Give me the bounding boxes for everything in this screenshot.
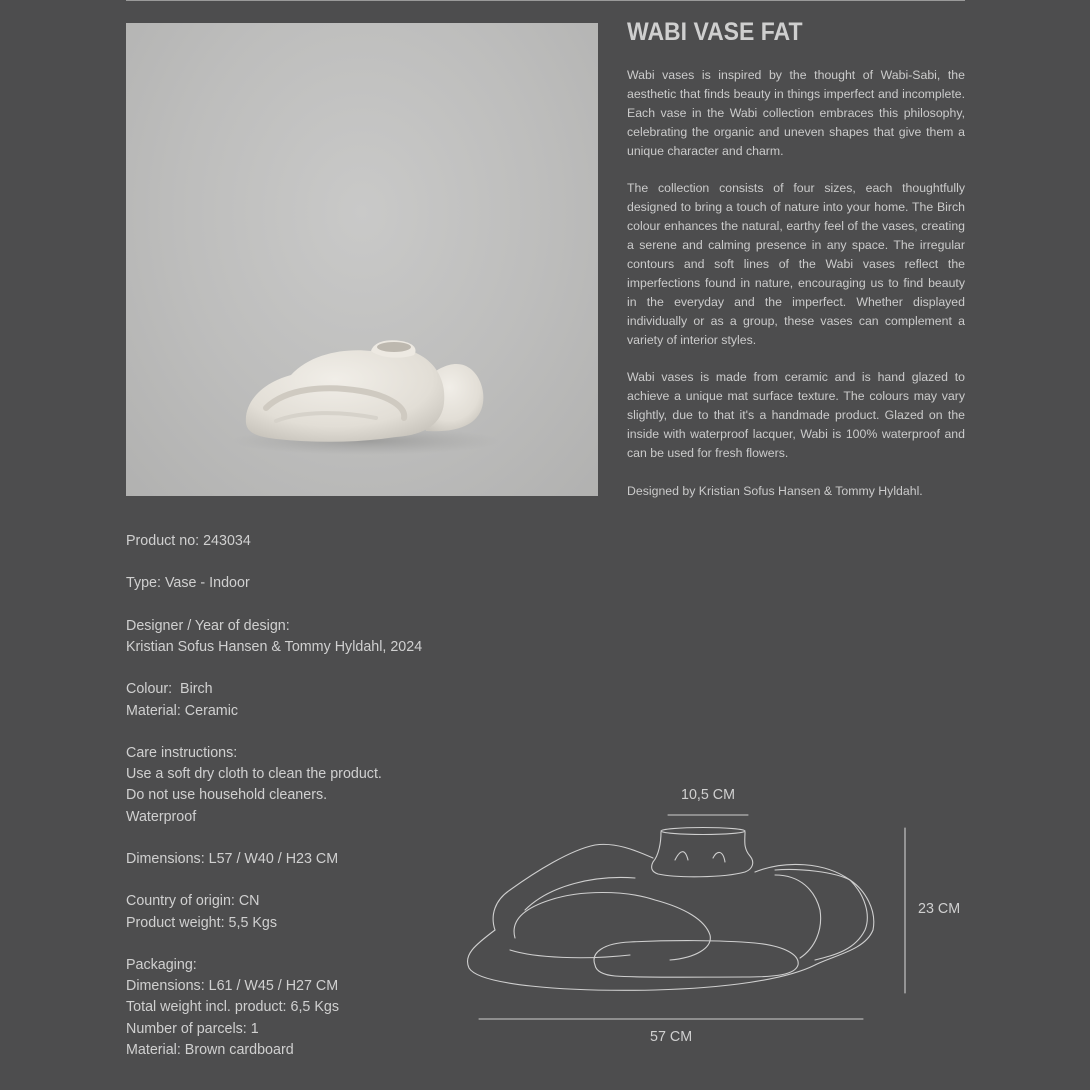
- spec-line: Total weight incl. product: 6,5 Kgs: [126, 999, 339, 1016]
- product-specs: [126, 531, 466, 1082]
- spec-line: Designer / Year of design:: [126, 617, 290, 634]
- description-designer-credit: Designed by Kristian Sofus Hansen & Tommy Hyldahl.: [627, 483, 923, 498]
- spec-product-number: [126, 531, 466, 552]
- spec-origin-weight: [126, 891, 466, 933]
- description-paragraph-1: Wabi vases is inspired by the thought of Wabi-Sabi, the aesthetic that finds beauty in things imperfect and incomplete. Each vase in the Wabi collection embraces this philosophy, celebrating the organic and uneven shapes that give them a unique character and charm.: [627, 68, 965, 158]
- spec-line: Material: Brown cardboard: [126, 1041, 294, 1058]
- dimension-drawing: [455, 780, 925, 1045]
- spec-line: Packaging:: [126, 956, 197, 973]
- product-description: [627, 66, 965, 520]
- spec-line: Number of parcels: 1: [126, 1020, 259, 1037]
- spec-line: Dimensions: L57 / W40 / H23 CM: [126, 850, 339, 867]
- spec-type: [126, 573, 466, 594]
- description-paragraph-3: Wabi vases is made from ceramic and is hand glazed to achieve a unique mat surface texture. The colours may vary slightly, due to that it's a handmade product. Glazed on the inside with waterproof lacquer, Wabi is 100% waterproof and can be used for fresh flowers.: [627, 370, 965, 461]
- spec-colour-material: [126, 679, 466, 721]
- spec-line: Type: Vase - Indoor: [126, 575, 250, 592]
- opening-dimension-label: 10,5 CM: [681, 787, 736, 803]
- spec-line: Colour: Birch: [126, 681, 213, 698]
- spec-line: Product no: 243034: [126, 533, 251, 549]
- length-dimension-label: 57 CM: [650, 1029, 693, 1045]
- spec-packaging: [126, 955, 466, 1061]
- spec-line: Care instructions:: [126, 744, 238, 761]
- spec-designer: [126, 616, 466, 658]
- spec-dimensions: [126, 849, 466, 870]
- spec-line: Dimensions: L61 / W45 / H27 CM: [126, 978, 339, 995]
- product-photo: [126, 23, 598, 496]
- spec-care-instructions: [126, 743, 466, 828]
- spec-line: Use a soft dry cloth to clean the product.: [126, 766, 382, 783]
- product-title: WABI VASE FAT: [627, 18, 803, 46]
- height-dimension-label: 23 CM: [918, 901, 961, 917]
- spec-line: Do not use household cleaners.: [126, 787, 328, 804]
- spec-line: Product weight: 5,5 Kgs: [126, 914, 277, 931]
- vase-line-drawing: [455, 780, 925, 1040]
- spec-line: Material: Ceramic: [126, 702, 239, 719]
- spec-line: Kristian Sofus Hansen & Tommy Hyldahl, 2024: [126, 638, 423, 655]
- spec-line: Country of origin: CN: [126, 893, 260, 910]
- description-paragraph-2: The collection consists of four sizes, each thoughtfully designed to bring a touch of nature into your home. The Birch colour enhances the natural, earthy feel of the vases, creating a serene and calming presence in any space. The irregular contours and soft lines of the Wabi vases reflect the imperfections found in nature, encouraging us to find beauty in the everyday and the imperfect. Whether displayed individually or as a group, these vases can complement a variety of interior styles.: [627, 181, 965, 347]
- vase-illustration: [126, 23, 598, 496]
- spec-line: Waterproof: [126, 808, 197, 825]
- top-divider: [126, 0, 965, 1]
